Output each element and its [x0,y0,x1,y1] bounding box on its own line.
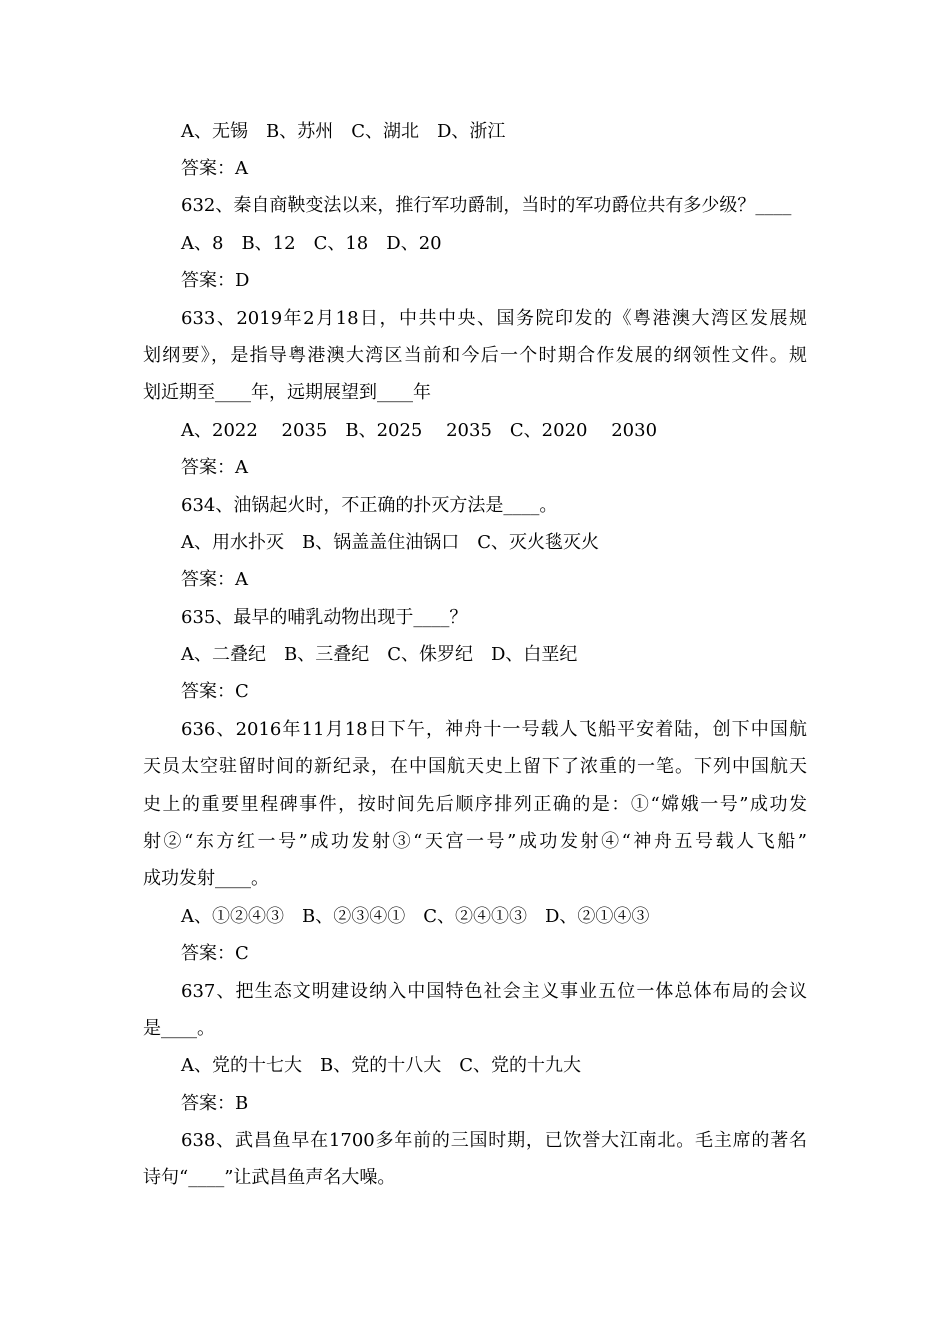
question-638-cont: 诗句“____”让武昌鱼声名大噪。 [143,1167,396,1188]
answer-line: 答案：B [181,1093,249,1114]
answer-line: 答案：A [181,158,248,179]
option-line: A、①②④③ B、②③④① C、②④①③ D、②①④③ [181,906,650,927]
answer-line: 答案：D [181,270,250,291]
question-635: 635、最早的哺乳动物出现于____？ [181,607,468,628]
question-636-cont: 史上的重要里程碑事件，按时间先后顺序排列正确的是：①“嫦娥一号”成功发 [143,794,807,815]
question-637: 637、把生态文明建设纳入中国特色社会主义事业五位一体总体布局的会议 [181,981,807,1002]
option-line: A、党的十七大 B、党的十八大 C、党的十九大 [181,1055,581,1076]
question-636-cont: 射②“东方红一号”成功发射③“天宫一号”成功发射④“神舟五号载人飞船” [143,831,807,852]
option-line: A、用水扑灭 B、锅盖盖住油锅口 C、灭火毯灭火 [181,532,599,553]
option-line: A、无锡 B、苏州 C、湖北 D、浙江 [181,121,506,142]
question-633: 633、2019年2月18日，中共中央、国务院印发的《粤港澳大湾区发展规 [181,308,807,329]
question-637-cont: 是____。 [143,1018,215,1039]
answer-line: 答案：C [181,681,249,702]
question-636: 636、2016年11月18日下午，神舟十一号载人飞船平安着陆，创下中国航 [181,719,807,740]
question-638: 638、武昌鱼早在1700多年前的三国时期，已饮誉大江南北。毛主席的著名 [181,1130,807,1151]
question-636-cont: 成功发射____。 [143,868,269,889]
question-633-cont: 划纲要》，是指导粤港澳大湾区当前和今后一个时期合作发展的纲领性文件。规 [143,345,807,366]
question-634: 634、油锅起火时，不正确的扑灭方法是____。 [181,495,558,516]
option-line: A、二叠纪 B、三叠纪 C、侏罗纪 D、白垩纪 [181,644,578,665]
option-line: A、2022 2035 B、2025 2035 C、2020 2030 [181,420,658,441]
question-632: 632、秦自商鞅变法以来，推行军功爵制，当时的军功爵位共有多少级？____ [181,195,792,216]
answer-line: 答案：A [181,569,248,590]
option-line: A、8 B、12 C、18 D、20 [181,233,442,254]
answer-line: 答案：A [181,457,248,478]
question-633-cont: 划近期至____年，远期展望到____年 [143,382,431,403]
answer-line: 答案：C [181,943,249,964]
question-636-cont: 天员太空驻留时间的新纪录，在中国航天史上留下了浓重的一笔。下列中国航天 [143,756,807,777]
